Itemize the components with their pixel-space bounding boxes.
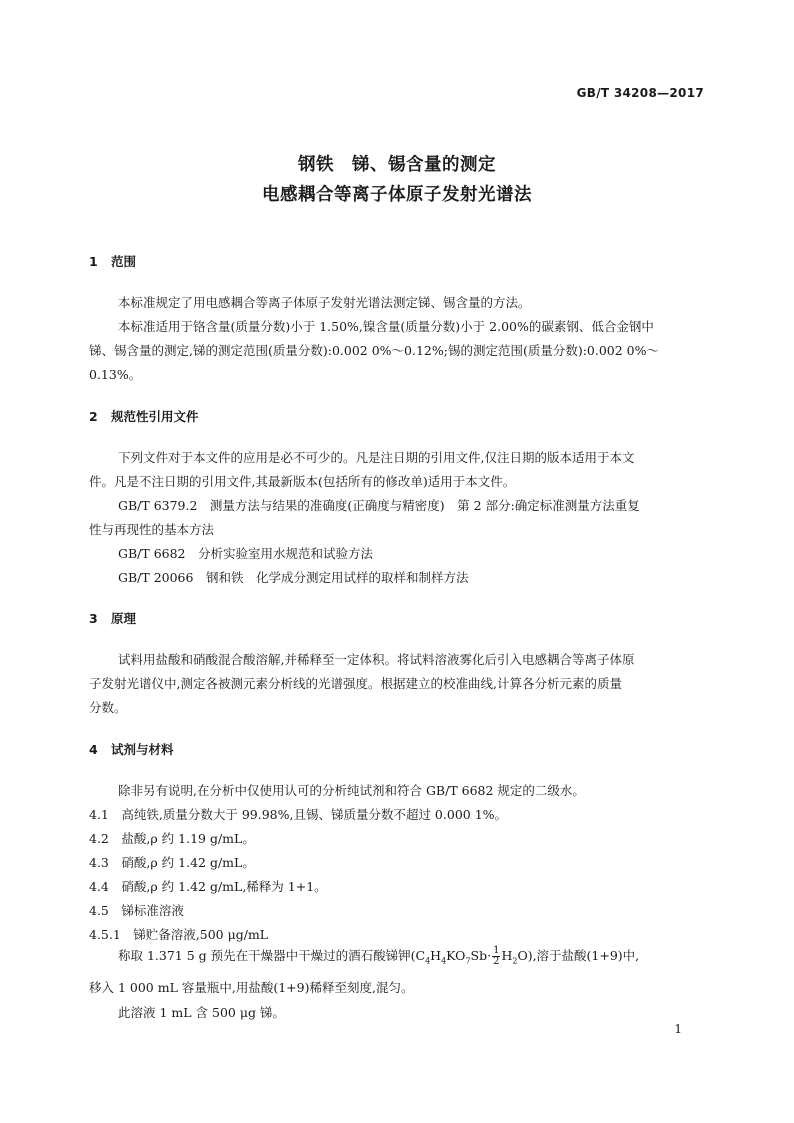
section-title: 原理 [111, 611, 137, 626]
paragraph-weighing [118, 942, 639, 976]
paragraph: 本标准规定了用电感耦合等离子体原子发射光谱法测定锑、锡含量的方法。 [118, 295, 531, 310]
section-title: 范围 [111, 254, 137, 269]
paragraph: 除非另有说明,在分析中仅使用认可的分析纯试剂和符合 GB/T 6682 规定的二级水。 [118, 783, 585, 798]
fraction-numerator: 1 [493, 945, 500, 956]
page-number: 1 [674, 1022, 682, 1036]
paragraph: 锑、锡含量的测定,锑的测定范围(质量分数):0.002 0%～0.12%;锡的测定范围(质量分数):0.002 0%～ [89, 343, 660, 358]
clause-4-2: 4.2 盐酸,ρ 约 1.19 g/mL。 [89, 831, 255, 846]
standard-code: GB/T 34208—2017 [576, 86, 704, 100]
clause-4-5-1: 4.5.1 锑贮备溶液,500 μg/mL [89, 927, 269, 942]
paragraph: 下列文件对于本文件的应用是必不可少的。凡是注日期的引用文件,仅注日期的版本适用于本文 [118, 450, 635, 465]
reference-item: GB/T 6379.2 测量方法与结果的准确度(正确度与精密度) 第 2 部分:确定标准测量方法重复 [118, 498, 640, 513]
text: Sb· [470, 948, 492, 963]
paragraph: 本标准适用于铬含量(质量分数)小于 1.50%,镍含量(质量分数)小于 2.00%的碳素钢、低合金钢中 [118, 319, 654, 334]
paragraph: 移入 1 000 mL 容量瓶中,用盐酸(1+9)稀释至刻度,混匀。 [89, 980, 414, 995]
clause-4-4: 4.4 硝酸,ρ 约 1.42 g/mL,稀释为 1+1。 [89, 879, 327, 894]
paragraph: 试料用盐酸和硝酸混合酸溶解,并稀释至一定体积。将试料溶液雾化后引入电感耦合等离子体原 [118, 652, 635, 667]
paragraph: 此溶液 1 mL 含 500 μg 锑。 [118, 1005, 285, 1020]
subscript: 4 [425, 956, 431, 966]
text: KO [446, 948, 466, 963]
section-title: 试剂与材料 [111, 742, 174, 757]
document-title-line1: 钢铁 锑、锡含量的测定 [298, 155, 496, 175]
paragraph: 件。凡是不注日期的引用文件,其最新版本(包括所有的修改单)适用于本文件。 [89, 474, 516, 489]
text: H [430, 948, 442, 963]
clause-4-3: 4.3 硝酸,ρ 约 1.42 g/mL。 [89, 855, 255, 870]
paragraph: 分数。 [89, 700, 127, 715]
subscript: 4 [441, 956, 447, 966]
section-1-heading [89, 252, 136, 270]
paragraph: 子发射光谱仪中,测定各被测元素分析线的光谱强度。根据建立的校准曲线,计算各分析元素的质量 [89, 676, 622, 691]
section-3-heading [89, 609, 136, 627]
section-4-heading [89, 740, 174, 758]
document-title-line2: 电感耦合等离子体原子发射光谱法 [262, 185, 532, 205]
section-2-heading [89, 407, 199, 425]
text: H [501, 948, 513, 963]
section-number: 4 [89, 742, 98, 757]
reference-item: 性与再现性的基本方法 [89, 522, 215, 537]
fraction [492, 946, 500, 967]
section-number: 3 [89, 611, 98, 626]
fraction-denominator: 2 [493, 956, 500, 967]
subscript: 2 [512, 956, 518, 966]
section-title: 规范性引用文件 [111, 409, 199, 424]
paragraph: 0.13%。 [89, 367, 142, 382]
section-number: 2 [89, 409, 98, 424]
clause-4-5: 4.5 锑标准溶液 [89, 903, 184, 918]
reference-item: GB/T 20066 钢和铁 化学成分测定用试样的取样和制样方法 [118, 570, 469, 585]
subscript: 7 [465, 956, 471, 966]
section-number: 1 [89, 254, 98, 269]
text: O),溶于盐酸(1+9)中, [517, 948, 640, 963]
text: 称取 1.371 5 g 预先在干燥器中干燥过的酒石酸锑钾(C [118, 948, 426, 963]
clause-4-1: 4.1 高纯铁,质量分数大于 99.98%,且锡、锑质量分数不超过 0.000 1%。 [89, 807, 508, 822]
reference-item: GB/T 6682 分析实验室用水规范和试验方法 [118, 546, 374, 561]
